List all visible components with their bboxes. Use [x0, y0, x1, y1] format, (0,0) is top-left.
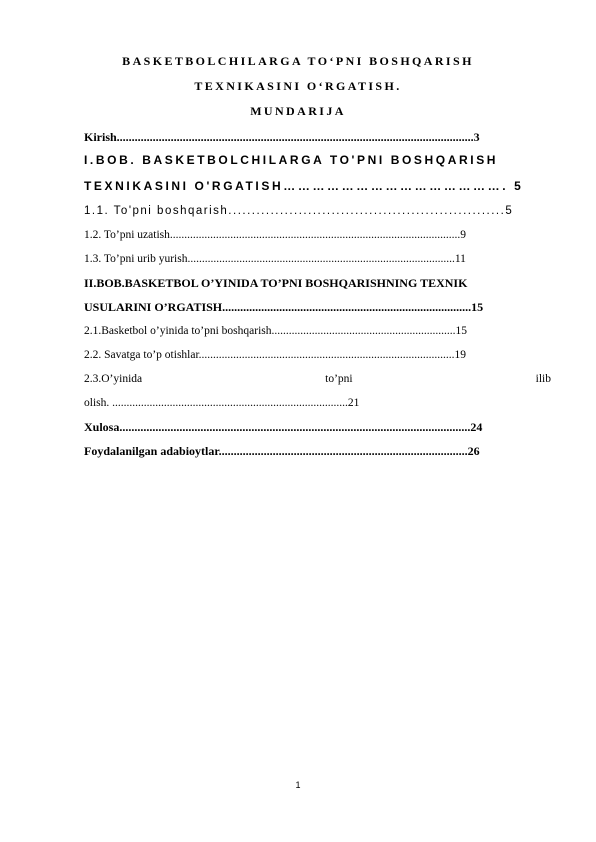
page-number: 1 — [295, 780, 301, 790]
document-title-line-2: TEXNIKASINI O‘RGATISH. — [194, 79, 402, 93]
toc-entry-conclusion: Xulosa.....................................................................................................................24 — [84, 420, 483, 434]
toc-entry-chapter-1-title-cont: TEXNIKASINI O'RGATISH………………………………………. 5 — [84, 179, 524, 193]
toc-entry-1-2: 1.2. To’pni uzatish.....................................................................................................9 — [84, 229, 466, 241]
toc-entry-2-2: 2.2. Savatga to’p otishlar.........................................................................................19 — [84, 349, 467, 361]
contents-heading: MUNDARIJA — [250, 104, 346, 118]
toc-entry-chapter-2-title-cont: USULARINI O’RGATISH...................................................................................15 — [84, 300, 484, 314]
toc-entry-2-3-word-2: to’pni — [325, 373, 353, 385]
toc-entry-2-3-word-3: ilib — [535, 373, 551, 385]
toc-entry-introduction: Kirish.......................................................................................................................3 — [84, 130, 480, 144]
toc-entry-2-3 — [84, 372, 551, 386]
toc-entry-2-1: 2.1.Basketbol o’yinida to’pni boshqarish................................................................15 — [84, 325, 467, 337]
toc-entry-2-3-cont: olish. ..................................................................................21 — [84, 397, 360, 409]
toc-entry-chapter-2-title: II.BOB.BASKETBOL O’YINIDA TO’PNI BOSHQARISHNING TEXNIK — [84, 276, 468, 290]
toc-entry-1-1: 1.1. To'pni boshqarish...........................................................5 — [84, 205, 514, 217]
document-title-line-1: BASKETBOLCHILARGA TO‘PNI BOSHQARISH — [122, 54, 474, 68]
toc-entry-1-3: 1.3. To’pni urib yurish.............................................................................................11 — [84, 253, 466, 265]
toc-entry-2-3-word-1: 2.3.O’yinida — [84, 373, 143, 385]
toc-entry-references: Foydalanilgan adabioytlar...................................................................................26 — [84, 444, 480, 458]
toc-entry-chapter-1-title: I.BOB. BASKETBOLCHILARGA TO'PNI BOSHQARISH — [84, 153, 499, 167]
